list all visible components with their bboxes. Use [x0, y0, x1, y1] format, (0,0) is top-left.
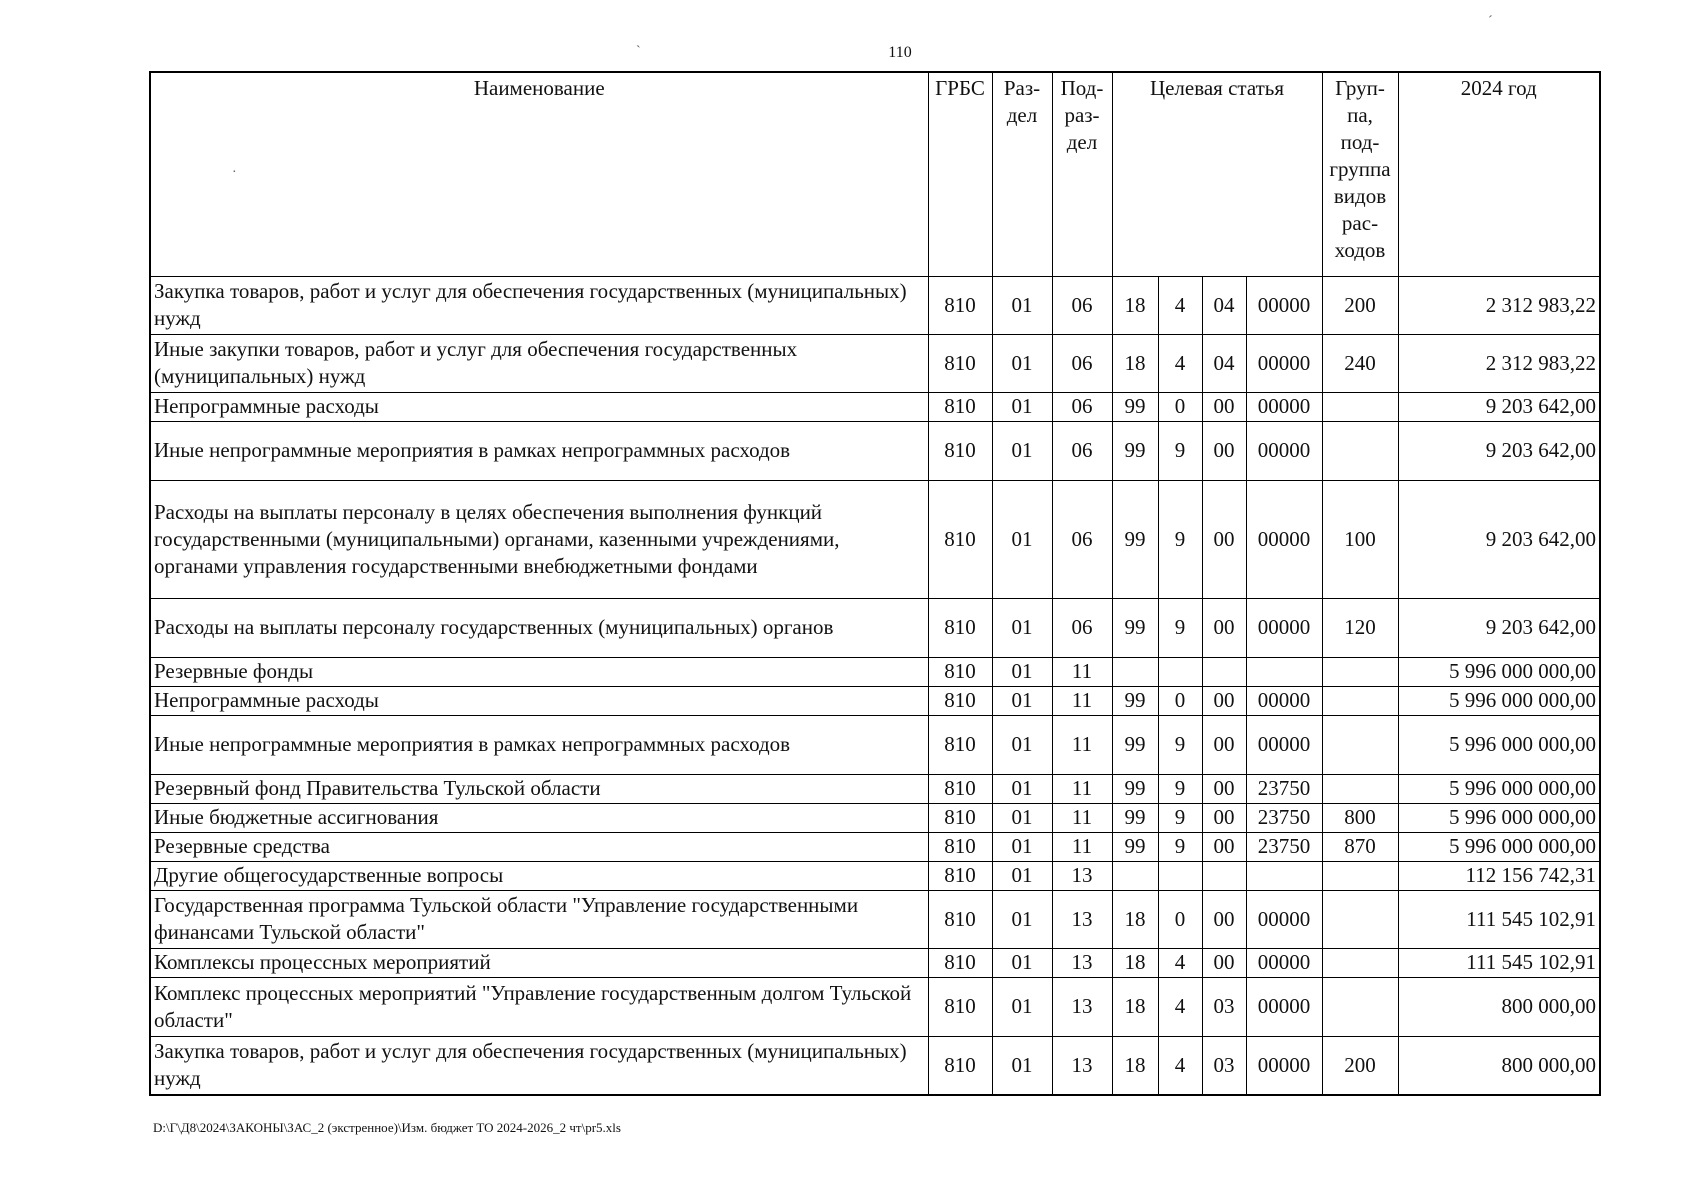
row-expense-group: 870: [1322, 832, 1398, 861]
row-name: Комплекс процессных мероприятий "Управление государственным долгом Тульской области": [150, 977, 928, 1036]
row-target-subprogram: 03: [1202, 977, 1246, 1036]
row-name: Резервный фонд Правительства Тульской области: [150, 774, 928, 803]
row-target-subprogram: 00: [1202, 421, 1246, 480]
row-podrazdel: 06: [1052, 480, 1112, 598]
row-target-program: [1112, 657, 1158, 686]
row-razdel: 01: [992, 392, 1052, 421]
row-target-type: 4: [1158, 1036, 1202, 1095]
row-target-type: 9: [1158, 803, 1202, 832]
row-razdel: 01: [992, 686, 1052, 715]
row-razdel: 01: [992, 890, 1052, 948]
row-podrazdel: 11: [1052, 657, 1112, 686]
row-expense-group: 120: [1322, 598, 1398, 657]
header-target-article: Целевая статья: [1112, 72, 1322, 276]
table-row: [150, 977, 1600, 1036]
row-podrazdel: 11: [1052, 774, 1112, 803]
row-amount-2024: 5 996 000 000,00: [1398, 774, 1600, 803]
row-target-program: 99: [1112, 774, 1158, 803]
row-target-direction: 00000: [1246, 948, 1322, 977]
row-target-subprogram: 00: [1202, 832, 1246, 861]
row-grbs: 810: [928, 977, 992, 1036]
row-target-subprogram: 03: [1202, 1036, 1246, 1095]
header-name: Наименование: [150, 72, 928, 276]
row-amount-2024: 112 156 742,31: [1398, 861, 1600, 890]
row-razdel: 01: [992, 1036, 1052, 1095]
row-podrazdel: 06: [1052, 392, 1112, 421]
row-amount-2024: 9 203 642,00: [1398, 421, 1600, 480]
row-grbs: 810: [928, 948, 992, 977]
row-target-direction: 23750: [1246, 832, 1322, 861]
row-target-program: 18: [1112, 1036, 1158, 1095]
row-amount-2024: 5 996 000 000,00: [1398, 803, 1600, 832]
row-grbs: 810: [928, 686, 992, 715]
row-target-program: 18: [1112, 977, 1158, 1036]
row-amount-2024: 2 312 983,22: [1398, 276, 1600, 334]
header-grbs: ГРБС: [928, 72, 992, 276]
row-podrazdel: 06: [1052, 334, 1112, 392]
row-amount-2024: 9 203 642,00: [1398, 598, 1600, 657]
row-grbs: 810: [928, 890, 992, 948]
row-target-program: 18: [1112, 890, 1158, 948]
row-name: Непрограммные расходы: [150, 392, 928, 421]
row-target-type: [1158, 657, 1202, 686]
row-amount-2024: 2 312 983,22: [1398, 334, 1600, 392]
row-target-direction: 00000: [1246, 392, 1322, 421]
row-target-direction: 00000: [1246, 598, 1322, 657]
table-row: [150, 803, 1600, 832]
row-target-program: 18: [1112, 276, 1158, 334]
row-target-subprogram: 00: [1202, 686, 1246, 715]
row-razdel: 01: [992, 598, 1052, 657]
row-expense-group: [1322, 774, 1398, 803]
row-target-direction: 00000: [1246, 334, 1322, 392]
row-razdel: 01: [992, 977, 1052, 1036]
row-razdel: 01: [992, 657, 1052, 686]
row-expense-group: 800: [1322, 803, 1398, 832]
row-target-subprogram: 00: [1202, 598, 1246, 657]
row-razdel: 01: [992, 803, 1052, 832]
row-target-type: 9: [1158, 480, 1202, 598]
row-grbs: 810: [928, 803, 992, 832]
row-target-direction: 23750: [1246, 774, 1322, 803]
file-path-footer: D:\Г\Д8\2024\ЗАКОНЫ\ЗАС_2 (экстренное)\Изм. бюджет ТО 2024-2026_2 чт\pr5.xls: [153, 1120, 621, 1135]
row-grbs: 810: [928, 861, 992, 890]
row-target-program: 99: [1112, 480, 1158, 598]
row-name: Резервные фонды: [150, 657, 928, 686]
table-row: [150, 276, 1600, 334]
row-target-program: 18: [1112, 334, 1158, 392]
row-podrazdel: 11: [1052, 686, 1112, 715]
row-target-type: 9: [1158, 598, 1202, 657]
row-razdel: 01: [992, 480, 1052, 598]
row-expense-group: 200: [1322, 1036, 1398, 1095]
row-expense-group: 200: [1322, 276, 1398, 334]
row-amount-2024: 5 996 000 000,00: [1398, 657, 1600, 686]
row-target-subprogram: [1202, 657, 1246, 686]
table-body: [150, 276, 1600, 1095]
row-target-type: 9: [1158, 421, 1202, 480]
row-target-program: 18: [1112, 948, 1158, 977]
row-razdel: 01: [992, 421, 1052, 480]
row-name: Другие общегосударственные вопросы: [150, 861, 928, 890]
row-target-subprogram: 00: [1202, 774, 1246, 803]
scan-speck: ˋ: [636, 44, 641, 59]
table-row: [150, 392, 1600, 421]
row-razdel: 01: [992, 334, 1052, 392]
row-target-program: 99: [1112, 803, 1158, 832]
row-razdel: 01: [992, 948, 1052, 977]
row-expense-group: [1322, 890, 1398, 948]
row-grbs: 810: [928, 598, 992, 657]
table-header-row: [150, 72, 1600, 276]
row-target-type: 9: [1158, 715, 1202, 774]
row-grbs: 810: [928, 276, 992, 334]
row-target-program: 99: [1112, 421, 1158, 480]
row-target-type: 4: [1158, 948, 1202, 977]
row-expense-group: [1322, 715, 1398, 774]
row-target-type: 0: [1158, 686, 1202, 715]
row-expense-group: 240: [1322, 334, 1398, 392]
table-row: [150, 890, 1600, 948]
row-name: Иные закупки товаров, работ и услуг для обеспечения государственных (муниципальных) нужд: [150, 334, 928, 392]
header-razdel: Раз- дел: [992, 72, 1052, 276]
row-expense-group: [1322, 657, 1398, 686]
row-grbs: 810: [928, 657, 992, 686]
row-name: Закупка товаров, работ и услуг для обеспечения государственных (муниципальных) нужд: [150, 1036, 928, 1095]
row-target-program: 99: [1112, 598, 1158, 657]
row-name: Расходы на выплаты персоналу в целях обеспечения выполнения функций государственными (муниципальными) органами, казенными учреждениями, органами управления государственными внебюджетными фондами: [150, 480, 928, 598]
row-name: Иные непрограммные мероприятия в рамках непрограммных расходов: [150, 421, 928, 480]
row-target-direction: 00000: [1246, 715, 1322, 774]
row-target-direction: 00000: [1246, 686, 1322, 715]
row-target-type: 4: [1158, 334, 1202, 392]
row-target-type: 0: [1158, 392, 1202, 421]
row-podrazdel: 06: [1052, 421, 1112, 480]
row-target-direction: [1246, 657, 1322, 686]
row-podrazdel: 06: [1052, 276, 1112, 334]
row-expense-group: [1322, 392, 1398, 421]
table-row: [150, 480, 1600, 598]
row-podrazdel: 13: [1052, 890, 1112, 948]
row-target-direction: 23750: [1246, 803, 1322, 832]
row-target-direction: 00000: [1246, 480, 1322, 598]
row-target-direction: 00000: [1246, 421, 1322, 480]
row-target-type: 9: [1158, 774, 1202, 803]
table-row: [150, 832, 1600, 861]
row-name: Расходы на выплаты персоналу государственных (муниципальных) органов: [150, 598, 928, 657]
row-amount-2024: 5 996 000 000,00: [1398, 715, 1600, 774]
row-amount-2024: 5 996 000 000,00: [1398, 832, 1600, 861]
table-row: [150, 948, 1600, 977]
row-podrazdel: 13: [1052, 861, 1112, 890]
row-amount-2024: 9 203 642,00: [1398, 480, 1600, 598]
table-row: [150, 421, 1600, 480]
row-name: Иные непрограммные мероприятия в рамках непрограммных расходов: [150, 715, 928, 774]
row-podrazdel: 06: [1052, 598, 1112, 657]
row-target-direction: 00000: [1246, 1036, 1322, 1095]
row-amount-2024: 800 000,00: [1398, 977, 1600, 1036]
row-target-subprogram: 00: [1202, 480, 1246, 598]
row-expense-group: [1322, 861, 1398, 890]
row-target-program: 99: [1112, 686, 1158, 715]
row-podrazdel: 11: [1052, 803, 1112, 832]
row-podrazdel: 11: [1052, 715, 1112, 774]
header-expense-group: Груп- па, под- группа видов рас- ходов: [1322, 72, 1398, 276]
row-podrazdel: 13: [1052, 977, 1112, 1036]
page-number: 110: [888, 44, 912, 61]
table-row: [150, 861, 1600, 890]
row-name: Иные бюджетные ассигнования: [150, 803, 928, 832]
row-target-direction: 00000: [1246, 890, 1322, 948]
row-razdel: 01: [992, 715, 1052, 774]
row-target-type: 9: [1158, 832, 1202, 861]
row-target-type: 0: [1158, 890, 1202, 948]
row-target-subprogram: 00: [1202, 392, 1246, 421]
row-podrazdel: 13: [1052, 948, 1112, 977]
row-grbs: 810: [928, 715, 992, 774]
row-grbs: 810: [928, 1036, 992, 1095]
table-row: [150, 1036, 1600, 1095]
row-podrazdel: 13: [1052, 1036, 1112, 1095]
budget-table: [149, 71, 1601, 1096]
row-grbs: 810: [928, 480, 992, 598]
row-target-direction: [1246, 861, 1322, 890]
row-target-program: 99: [1112, 832, 1158, 861]
row-expense-group: [1322, 948, 1398, 977]
row-amount-2024: 111 545 102,91: [1398, 948, 1600, 977]
row-target-type: 4: [1158, 276, 1202, 334]
row-grbs: 810: [928, 334, 992, 392]
row-target-direction: 00000: [1246, 977, 1322, 1036]
row-expense-group: [1322, 686, 1398, 715]
row-target-subprogram: 04: [1202, 334, 1246, 392]
row-name: Комплексы процессных мероприятий: [150, 948, 928, 977]
row-target-direction: 00000: [1246, 276, 1322, 334]
row-name: Непрограммные расходы: [150, 686, 928, 715]
row-name: Государственная программа Тульской области "Управление государственными финансами Тульской области": [150, 890, 928, 948]
row-razdel: 01: [992, 774, 1052, 803]
table-row: [150, 334, 1600, 392]
table-row: [150, 715, 1600, 774]
row-amount-2024: 9 203 642,00: [1398, 392, 1600, 421]
row-grbs: 810: [928, 832, 992, 861]
row-grbs: 810: [928, 392, 992, 421]
table-row: [150, 657, 1600, 686]
header-podrazdel: Под- раз- дел: [1052, 72, 1112, 276]
row-target-program: [1112, 861, 1158, 890]
row-expense-group: 100: [1322, 480, 1398, 598]
row-razdel: 01: [992, 276, 1052, 334]
row-amount-2024: 800 000,00: [1398, 1036, 1600, 1095]
row-name: Резервные средства: [150, 832, 928, 861]
row-target-subprogram: 00: [1202, 715, 1246, 774]
scan-speck: ·: [232, 165, 237, 180]
row-name: Закупка товаров, работ и услуг для обеспечения государственных (муниципальных) нужд: [150, 276, 928, 334]
row-target-subprogram: 00: [1202, 948, 1246, 977]
row-target-type: 4: [1158, 977, 1202, 1036]
row-razdel: 01: [992, 861, 1052, 890]
row-razdel: 01: [992, 832, 1052, 861]
scan-speck: ˊ: [1488, 14, 1493, 29]
table-row: [150, 686, 1600, 715]
table-row: [150, 598, 1600, 657]
row-target-subprogram: 04: [1202, 276, 1246, 334]
row-grbs: 810: [928, 774, 992, 803]
row-podrazdel: 11: [1052, 832, 1112, 861]
row-amount-2024: 5 996 000 000,00: [1398, 686, 1600, 715]
row-expense-group: [1322, 421, 1398, 480]
row-target-subprogram: 00: [1202, 803, 1246, 832]
row-target-program: 99: [1112, 715, 1158, 774]
row-target-program: 99: [1112, 392, 1158, 421]
row-expense-group: [1322, 977, 1398, 1036]
header-year-2024: 2024 год: [1398, 72, 1600, 276]
row-target-subprogram: 00: [1202, 890, 1246, 948]
row-amount-2024: 111 545 102,91: [1398, 890, 1600, 948]
row-target-subprogram: [1202, 861, 1246, 890]
table-row: [150, 774, 1600, 803]
budget-table-container: [149, 71, 1601, 1096]
row-grbs: 810: [928, 421, 992, 480]
row-target-type: [1158, 861, 1202, 890]
